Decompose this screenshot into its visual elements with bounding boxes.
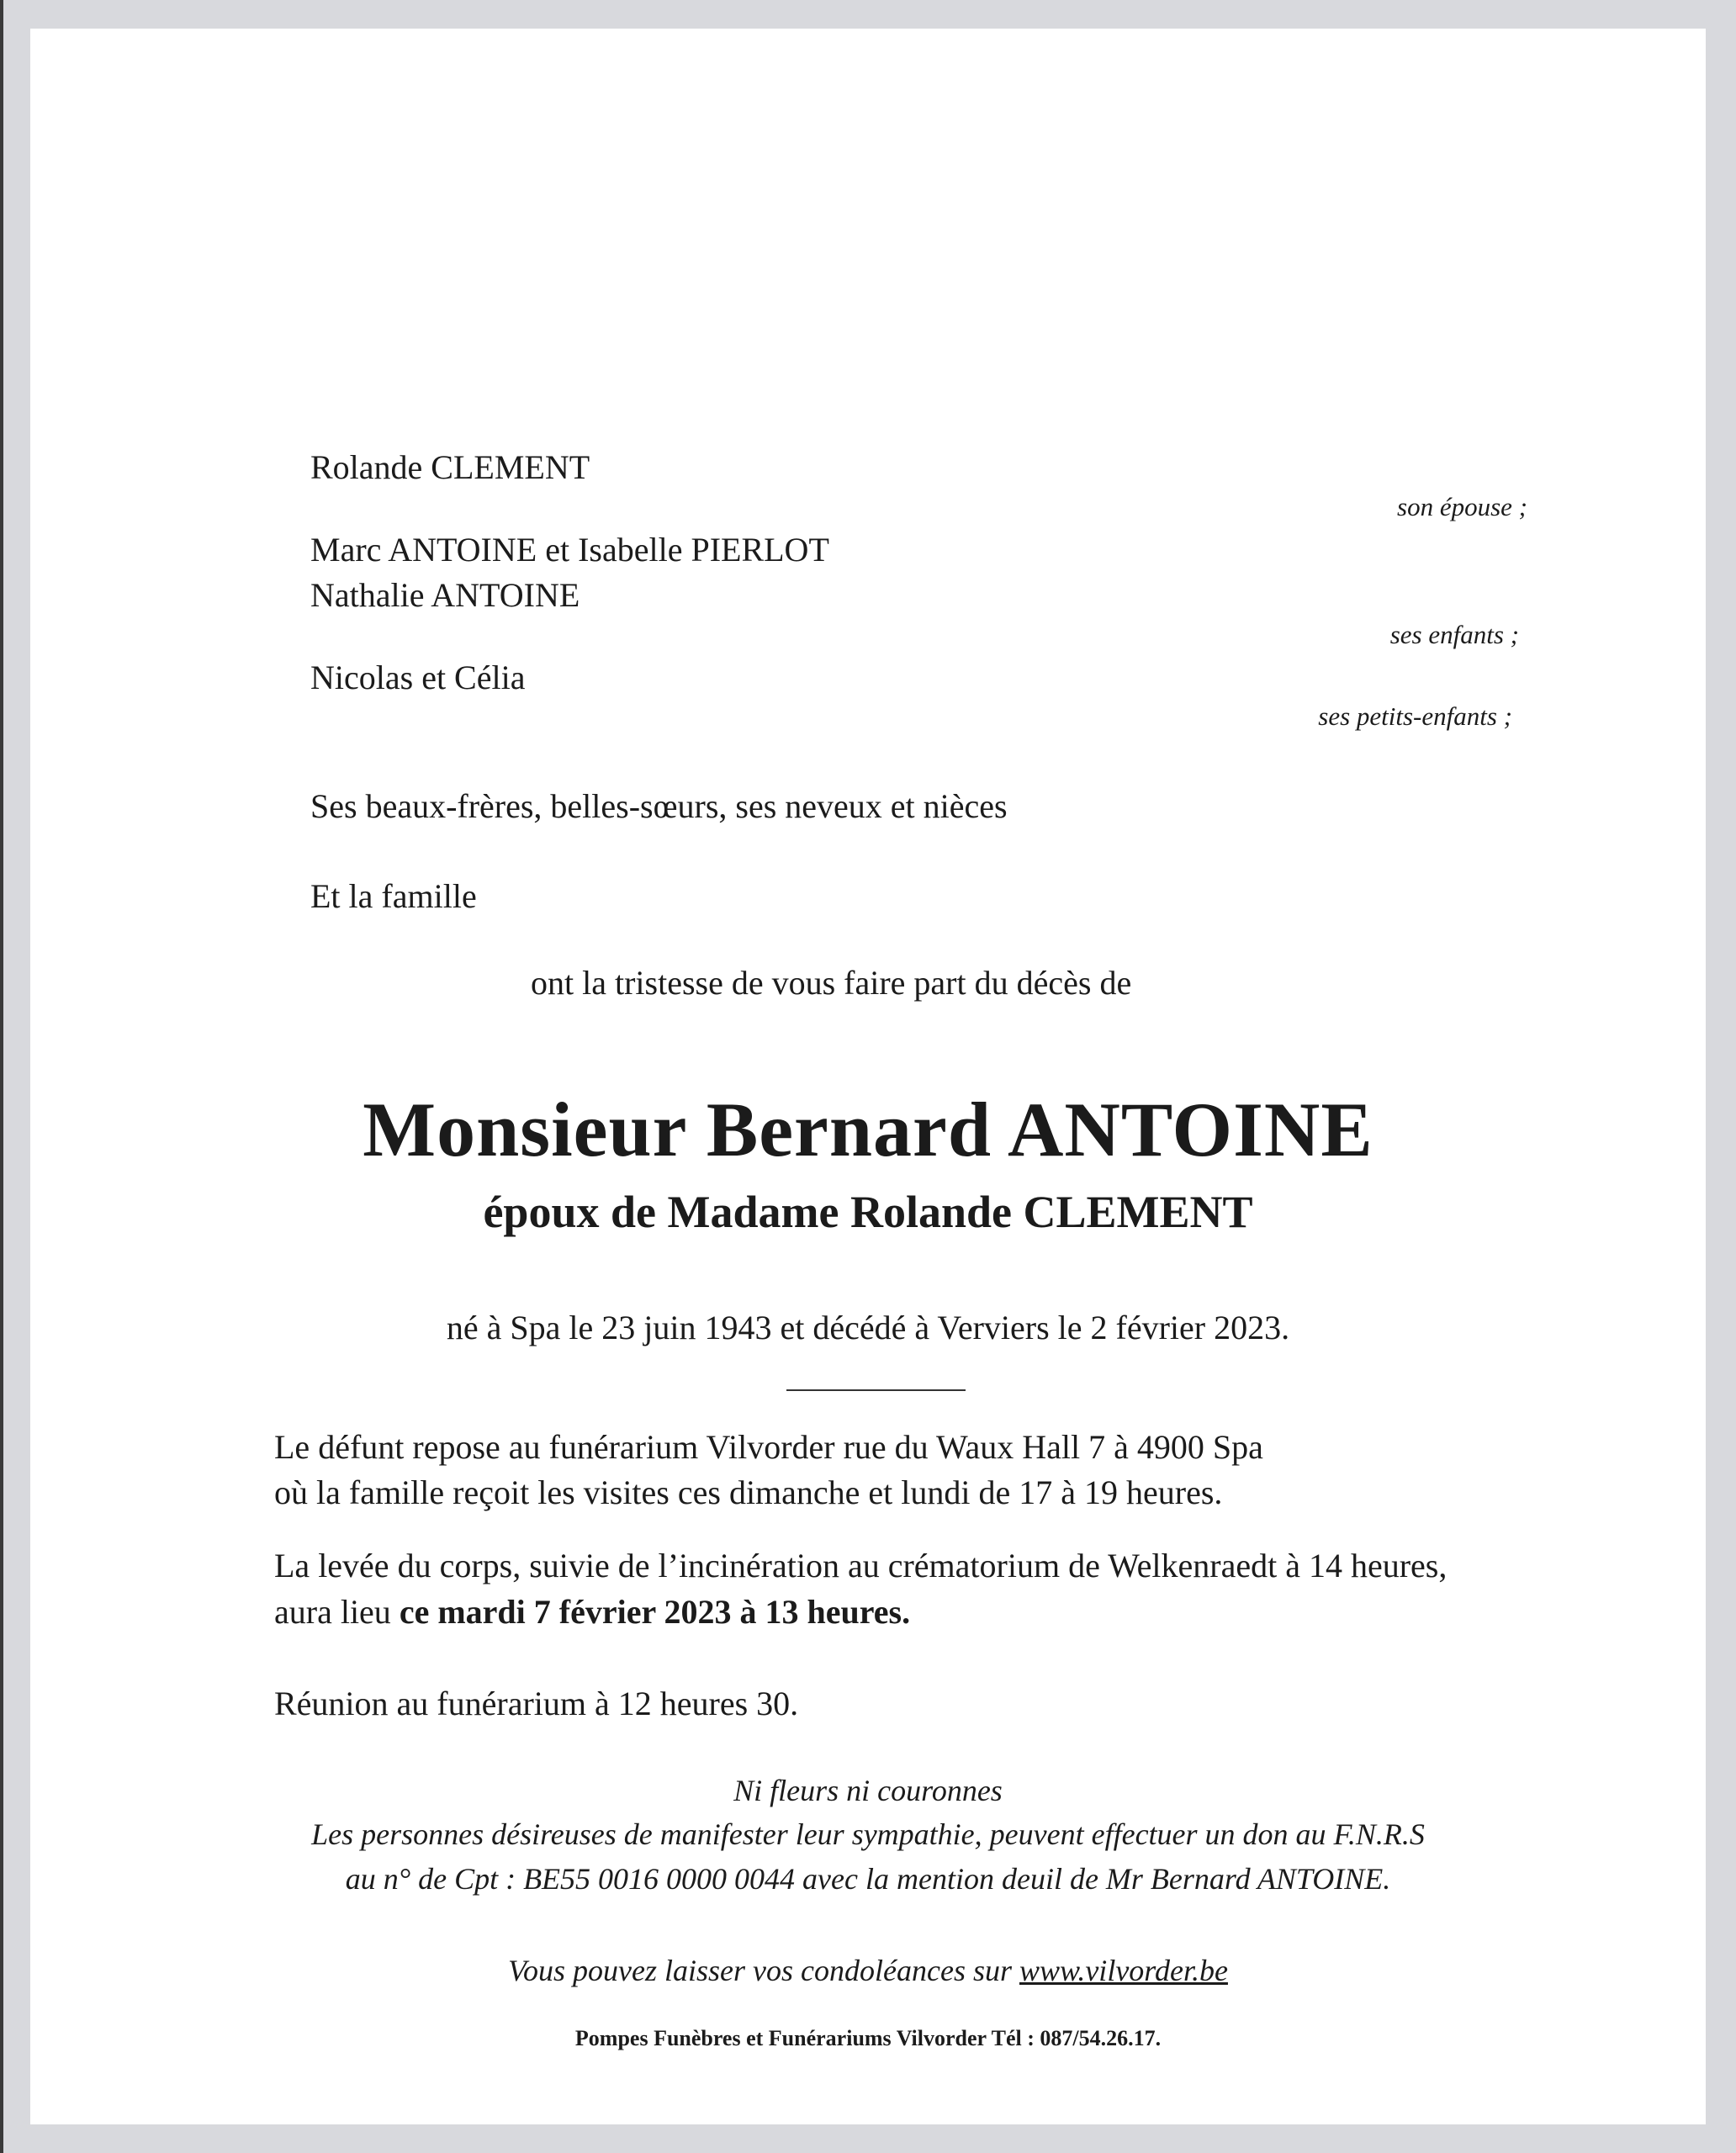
divider-line <box>786 1389 966 1391</box>
funeral-home-footer: Pompes Funèbres et Funérariums Vilvorder Tél : 087/54.26.17. <box>574 2026 1162 2050</box>
in-laws-line: Ses beaux-frères, belles-sœurs, ses neveux et nièces <box>310 787 1008 825</box>
condolences-link[interactable]: www.vilvorder.be <box>1019 1954 1228 1987</box>
levee-line-2-prefix: aura lieu <box>274 1593 400 1631</box>
deceased-name: Monsieur Bernard ANTOINE <box>363 1087 1373 1172</box>
spouse-role: son épouse ; <box>1397 492 1527 521</box>
condolences-line <box>0 1953 1736 1988</box>
grandchildren-role: ses petits-enfants ; <box>1318 701 1512 731</box>
levee-line-1: La levée du corps, suivie de l’incinération au crématorium de Welkenraedt à 14 heures, <box>274 1547 1448 1584</box>
obituary-sheet <box>30 29 1706 2124</box>
spouse-name: Rolande CLEMENT <box>310 448 590 486</box>
children-role: ses enfants ; <box>1389 620 1519 649</box>
child-name-2: Nathalie ANTOINE <box>310 576 580 614</box>
levee-date-time: ce mardi 7 février 2023 à 13 heures. <box>399 1593 911 1631</box>
birth-death-dates: né à Spa le 23 juin 1943 et décédé à Verviers le 2 février 2023. <box>446 1309 1290 1346</box>
repose-line-2: où la famille reçoit les visites ces dimanche et lundi de 17 à 19 heures. <box>274 1473 1223 1511</box>
repose-line-1: Le défunt repose au funérarium Vilvorder rue du Waux Hall 7 à 4900 Spa <box>274 1428 1263 1466</box>
family-line: Et la famille <box>310 877 477 915</box>
donation-line-2: au n° de Cpt : BE55 0016 0000 0044 avec la mention deuil de Mr Bernard ANTOINE. <box>345 1862 1391 1896</box>
no-flowers-line: Ni fleurs ni couronnes <box>733 1774 1003 1807</box>
reunion-line: Réunion au funérarium à 12 heures 30. <box>274 1685 799 1722</box>
spouse-of-line: époux de Madame Rolande CLEMENT <box>483 1187 1253 1237</box>
levee-line-2 <box>274 1592 910 1632</box>
condolences-prefix: Vous pouvez laisser vos condoléances sur <box>508 1954 1019 1987</box>
child-name-1: Marc ANTOINE et Isabelle PIERLOT <box>310 531 829 569</box>
donation-line-1: Les personnes désireuses de manifester leur sympathie, peuvent effectuer un don au F.N.R.S <box>311 1817 1425 1851</box>
grandchildren-names: Nicolas et Célia <box>310 659 526 696</box>
announcement-intro: ont la tristesse de vous faire part du décès de <box>531 964 1132 1002</box>
